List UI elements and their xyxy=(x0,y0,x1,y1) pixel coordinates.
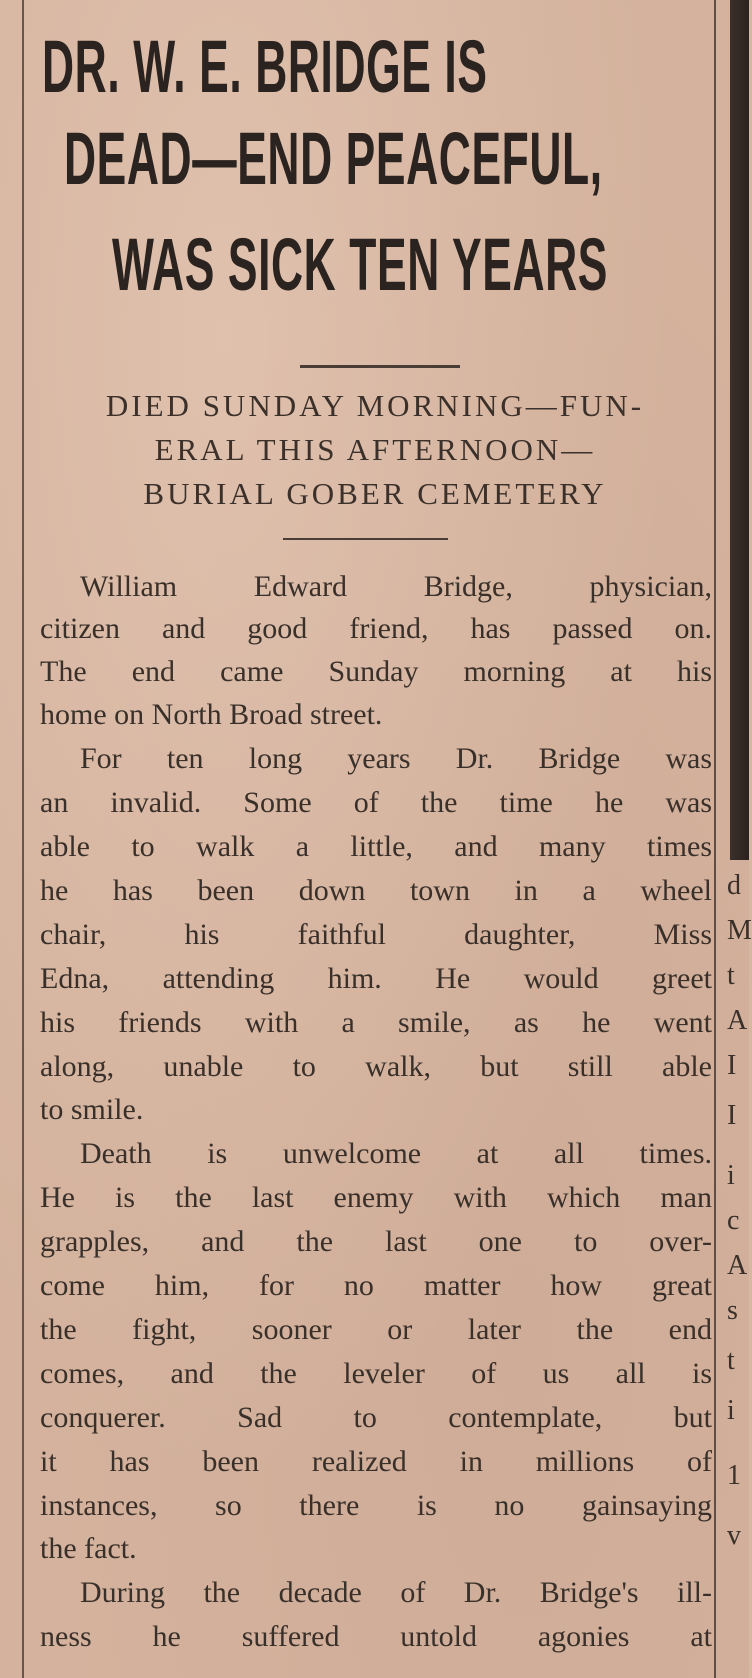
body-line: along, unable to walk, but still able xyxy=(40,1050,712,1083)
headline-divider xyxy=(300,365,460,368)
body-line: William Edward Bridge, physician, xyxy=(80,570,712,603)
adjacent-column-letter: A xyxy=(727,1250,748,1281)
body-line: it has been realized in millions of xyxy=(40,1445,712,1478)
subhead-line-1: DIED SUNDAY MORNING—FUN- xyxy=(105,388,645,423)
adjacent-column-letter: s xyxy=(727,1295,738,1326)
subhead-divider xyxy=(283,538,448,540)
body-line: ness he suffered untold agonies at xyxy=(40,1620,712,1653)
body-line: comes, and the leveler of us all is xyxy=(40,1357,712,1390)
body-line: his friends with a smile, as he went xyxy=(40,1006,712,1039)
body-line: The end came Sunday morning at his xyxy=(40,655,712,688)
headline-line-1: DR. W. E. BRIDGE IS xyxy=(42,25,488,108)
body-line: he has been down town in a wheel xyxy=(40,874,712,907)
subhead-line-3: BURIAL GOBER CEMETERY xyxy=(143,476,607,511)
adjacent-column-letter: M xyxy=(727,915,752,946)
adjacent-column-letter: A xyxy=(727,1005,748,1036)
body-line: chair, his faithful daughter, Miss xyxy=(40,918,712,951)
body-line: the fact. xyxy=(40,1532,137,1565)
body-line: instances, so there is no gainsaying xyxy=(40,1489,712,1522)
body-line: the fight, sooner or later the end xyxy=(40,1313,712,1346)
body-line: citizen and good friend, has passed on. xyxy=(40,612,712,645)
body-line: come him, for no matter how great xyxy=(40,1269,712,1302)
adjacent-column-letter: I xyxy=(727,1100,737,1131)
body-line: grapples, and the last one to over- xyxy=(40,1225,712,1258)
adjacent-column-dark-area xyxy=(730,0,749,860)
right-column-rule xyxy=(714,0,716,1678)
adjacent-column-letter: v xyxy=(727,1520,741,1551)
adjacent-column-letter: i xyxy=(727,1395,735,1426)
adjacent-column-letter: I xyxy=(727,1050,737,1081)
body-line: home on North Broad street. xyxy=(40,698,383,731)
adjacent-column-letter: c xyxy=(727,1205,740,1236)
left-column-rule xyxy=(22,0,24,1678)
adjacent-column-letter: d xyxy=(727,870,741,901)
body-line: an invalid. Some of the time he was xyxy=(40,786,712,819)
body-line: For ten long years Dr. Bridge was xyxy=(80,742,712,775)
body-line: During the decade of Dr. Bridge's ill- xyxy=(80,1576,712,1609)
adjacent-column-letter: t xyxy=(727,1345,735,1376)
adjacent-column-letter: t xyxy=(727,960,735,991)
body-line: Edna, attending him. He would greet xyxy=(40,962,712,995)
body-line: He is the last enemy with which man xyxy=(40,1181,712,1214)
adjacent-column-letter: 1 xyxy=(727,1460,741,1491)
adjacent-column-letter: i xyxy=(727,1160,735,1191)
body-line: Death is unwelcome at all times. xyxy=(80,1137,712,1170)
headline-line-2: DEAD—END PEACEFUL, xyxy=(64,117,603,200)
subhead-line-2: ERAL THIS AFTERNOON— xyxy=(154,432,596,467)
body-line: to smile. xyxy=(40,1093,144,1126)
body-line: able to walk a little, and many times xyxy=(40,830,712,863)
body-line: conquerer. Sad to contemplate, but xyxy=(40,1401,712,1434)
headline-line-3: WAS SICK TEN YEARS xyxy=(112,223,608,306)
